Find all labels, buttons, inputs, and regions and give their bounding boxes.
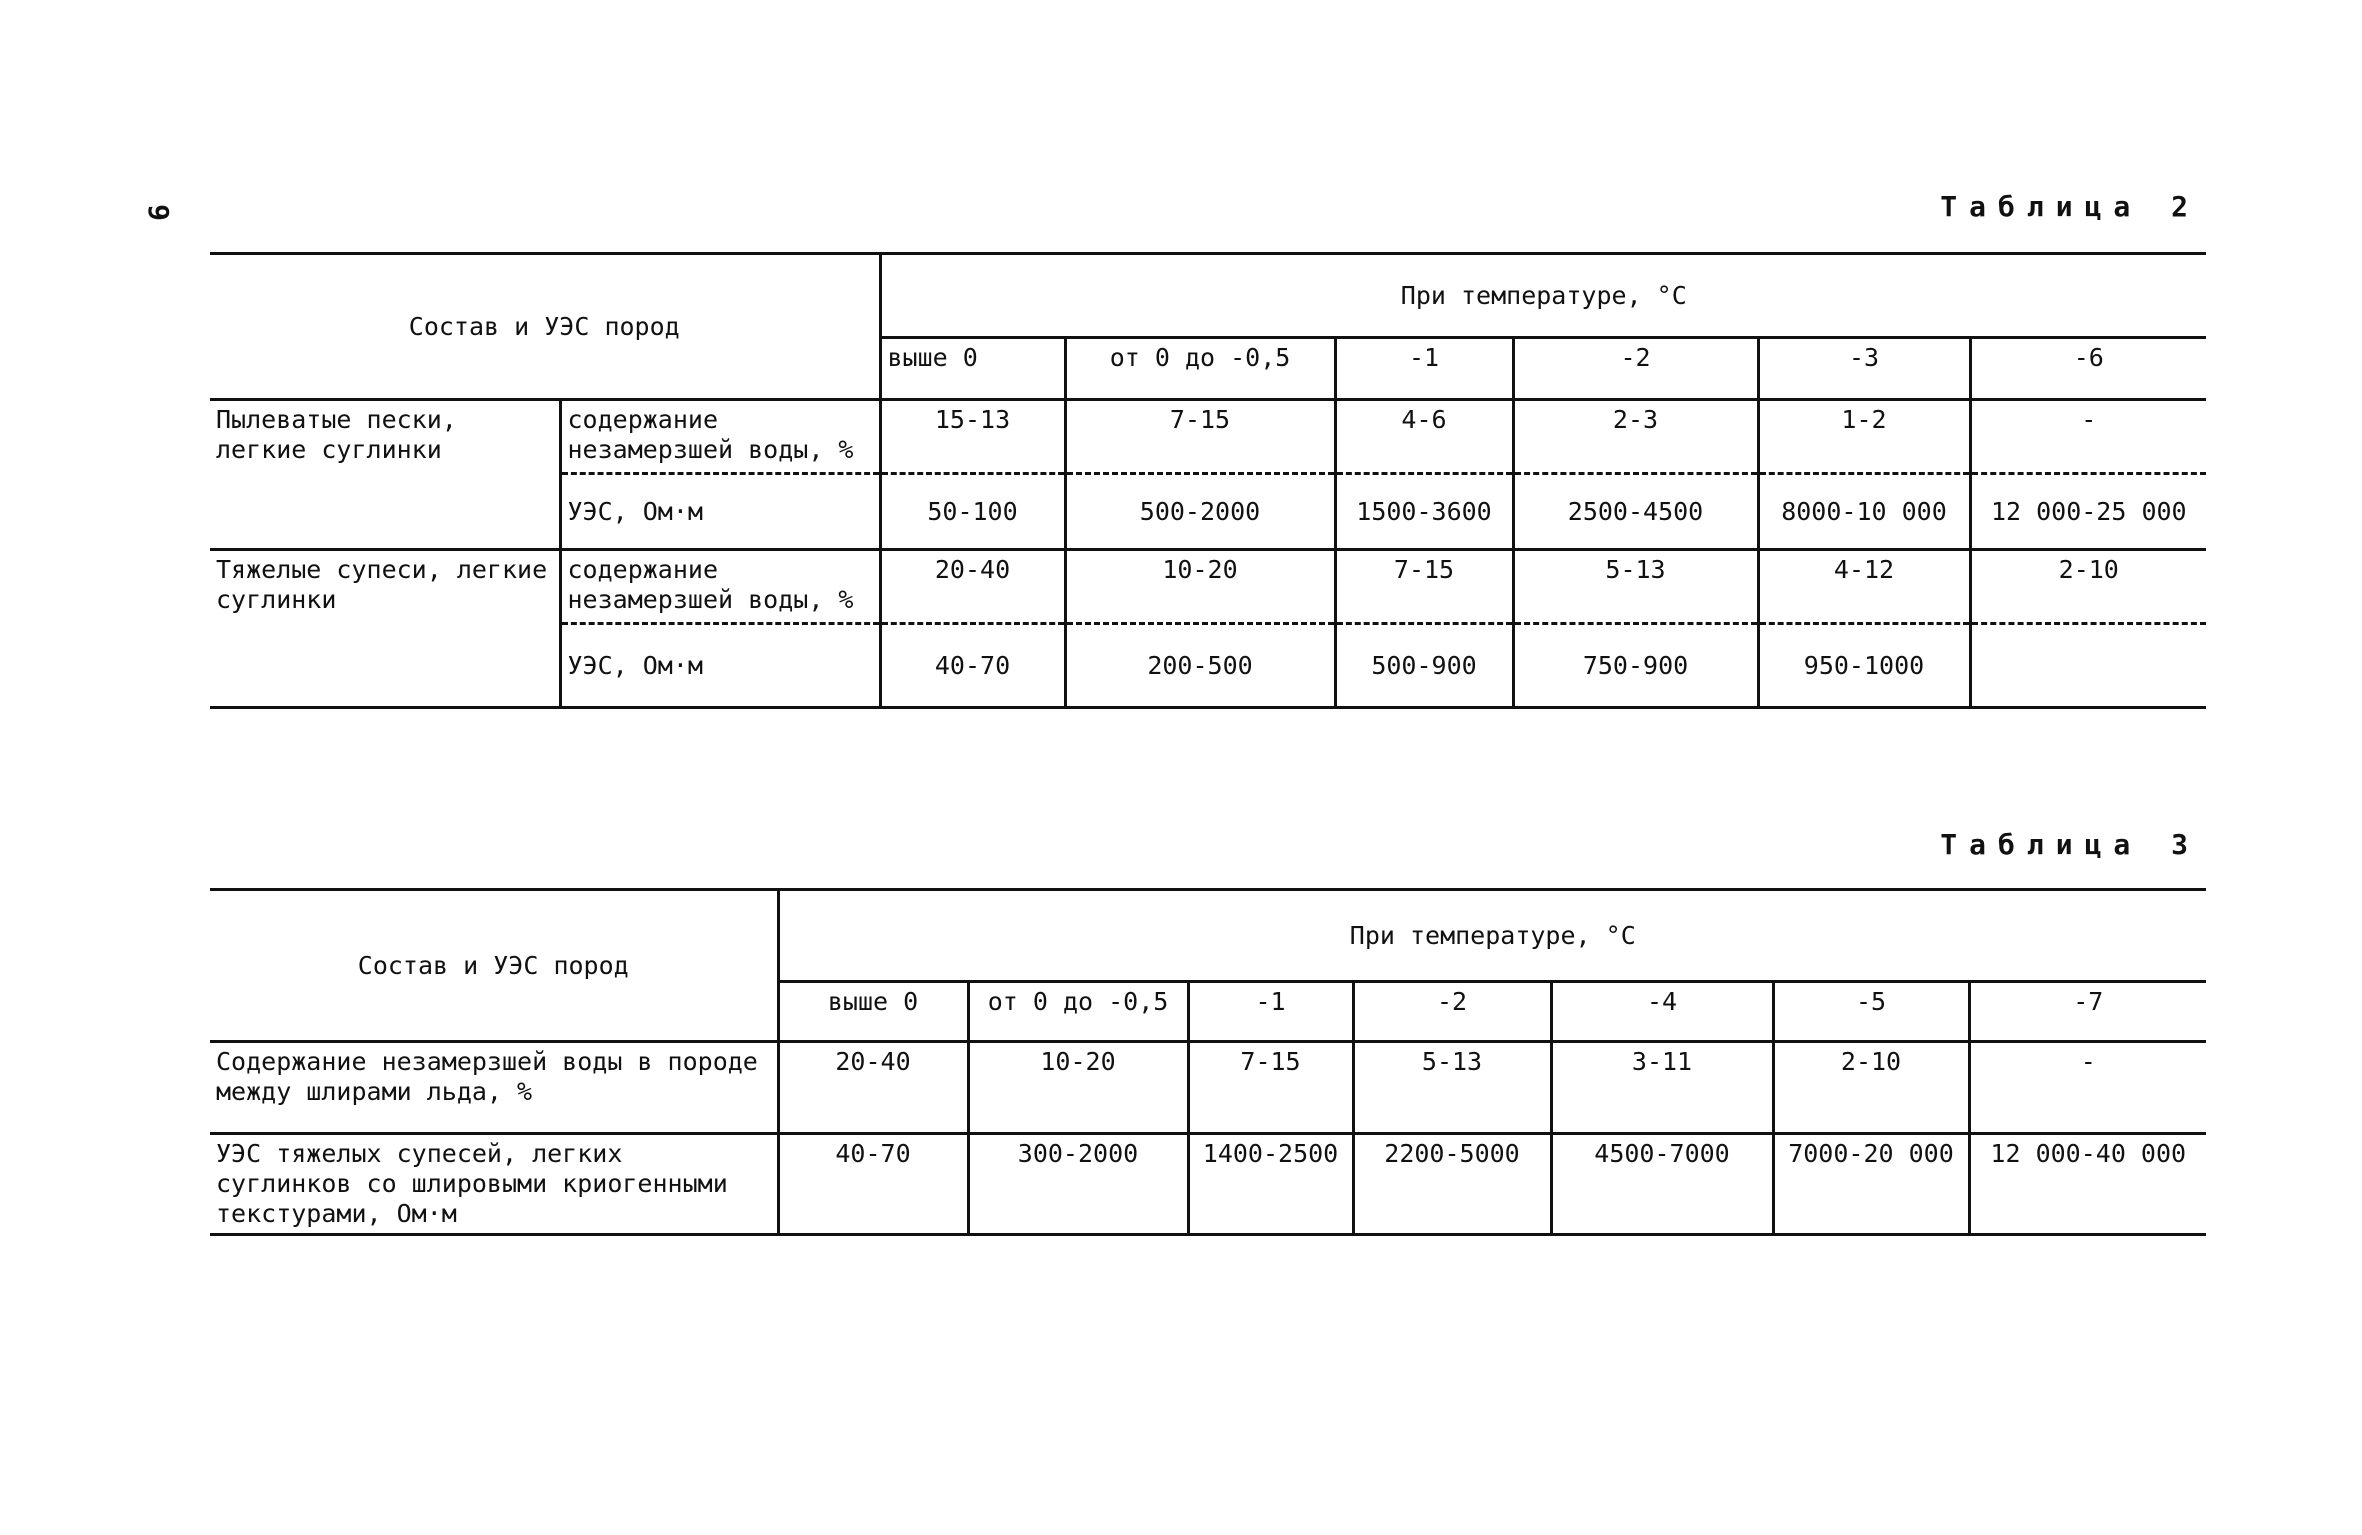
table2-group-name: Тяжелые супеси, легкие суглинки <box>210 550 560 708</box>
table2-group-name: Пылеватые пески, легкие суглинки <box>210 400 560 550</box>
table2-cell: 950-1000 <box>1758 624 1970 708</box>
table2-cell: 750-900 <box>1513 624 1758 708</box>
table3-cell: 5-13 <box>1353 1042 1551 1134</box>
table3-temp: -1 <box>1188 982 1353 1042</box>
table3-temp: от 0 до -0,5 <box>968 982 1188 1042</box>
table2-cell <box>1970 624 2206 708</box>
table3-header-label: Состав и УЭС пород <box>210 890 778 1042</box>
table3-cell: 7-15 <box>1188 1042 1353 1134</box>
table2-cell: 2-3 <box>1513 400 1758 474</box>
table3-cell: - <box>1969 1042 2206 1134</box>
table-row <box>210 400 2206 474</box>
page-number: 9 <box>141 204 175 221</box>
table2-cell: 8000-10 000 <box>1758 474 1970 550</box>
table2-cell: 7-15 <box>1065 400 1335 474</box>
table3-cell: 20-40 <box>778 1042 968 1134</box>
table2-param: УЭС, Ом·м <box>560 474 880 550</box>
table3-temp: -2 <box>1353 982 1551 1042</box>
table3-cell: 7000-20 000 <box>1773 1134 1969 1235</box>
table2-cell: 20-40 <box>880 550 1065 624</box>
table2-cell: 500-900 <box>1335 624 1513 708</box>
table2-temp-header: При температуре, °С <box>880 254 2206 338</box>
table2-cell: 1-2 <box>1758 400 1970 474</box>
table2-temp: от 0 до -0,5 <box>1065 338 1335 400</box>
table2-cell: 500-2000 <box>1065 474 1335 550</box>
table3-temp: -7 <box>1969 982 2206 1042</box>
table2-temp: -3 <box>1758 338 1970 400</box>
table3-cell: 300-2000 <box>968 1134 1188 1235</box>
table3-temp-header: При температуре, °С <box>778 890 2206 982</box>
table2-temp: -2 <box>1513 338 1758 400</box>
table2-temp: -6 <box>1970 338 2206 400</box>
table3-cell: 2-10 <box>1773 1042 1969 1134</box>
table3-cell: 1400-2500 <box>1188 1134 1353 1235</box>
table3-temp: -5 <box>1773 982 1969 1042</box>
table3-caption: Таблица 3 <box>1940 828 2200 861</box>
table3-cell: 4500-7000 <box>1551 1134 1773 1235</box>
table-row <box>210 1042 2206 1134</box>
table2-cell: 2500-4500 <box>1513 474 1758 550</box>
table2-cell: 200-500 <box>1065 624 1335 708</box>
table2-param: УЭС, Ом·м <box>560 624 880 708</box>
table2-cell: 15-13 <box>880 400 1065 474</box>
table2 <box>210 252 2206 709</box>
table-row <box>210 1134 2206 1235</box>
table2-cell: 4-6 <box>1335 400 1513 474</box>
table2-cell: 40-70 <box>880 624 1065 708</box>
table-row <box>210 550 2206 624</box>
table2-cell: - <box>1970 400 2206 474</box>
table2-param: содержание незамерзшей воды, % <box>560 400 880 474</box>
table3-param: Содержание незамерзшей воды в породе между шлирами льда, % <box>210 1042 778 1134</box>
table3-cell: 2200-5000 <box>1353 1134 1551 1235</box>
table2-cell: 1500-3600 <box>1335 474 1513 550</box>
table2-param: содержание незамерзшей воды, % <box>560 550 880 624</box>
table3-cell: 3-11 <box>1551 1042 1773 1134</box>
table3-param: УЭС тяжелых супесей, легких суглинков со шлировыми криогенными текстурами, Ом·м <box>210 1134 778 1235</box>
table2-temp: -1 <box>1335 338 1513 400</box>
table2-temp: выше 0 <box>880 338 1065 400</box>
table2-cell: 7-15 <box>1335 550 1513 624</box>
table3-temp: -4 <box>1551 982 1773 1042</box>
table2-cell: 12 000-25 000 <box>1970 474 2206 550</box>
table2-cell: 2-10 <box>1970 550 2206 624</box>
table2-cell: 4-12 <box>1758 550 1970 624</box>
table3-temp: выше 0 <box>778 982 968 1042</box>
table3 <box>210 888 2206 1236</box>
table2-caption: Таблица 2 <box>1940 190 2200 223</box>
table2-cell: 5-13 <box>1513 550 1758 624</box>
table2-cell: 50-100 <box>880 474 1065 550</box>
table2-header-label: Состав и УЭС пород <box>210 254 880 400</box>
table2-cell: 10-20 <box>1065 550 1335 624</box>
table3-cell: 10-20 <box>968 1042 1188 1134</box>
table3-cell: 40-70 <box>778 1134 968 1235</box>
table3-cell: 12 000-40 000 <box>1969 1134 2206 1235</box>
